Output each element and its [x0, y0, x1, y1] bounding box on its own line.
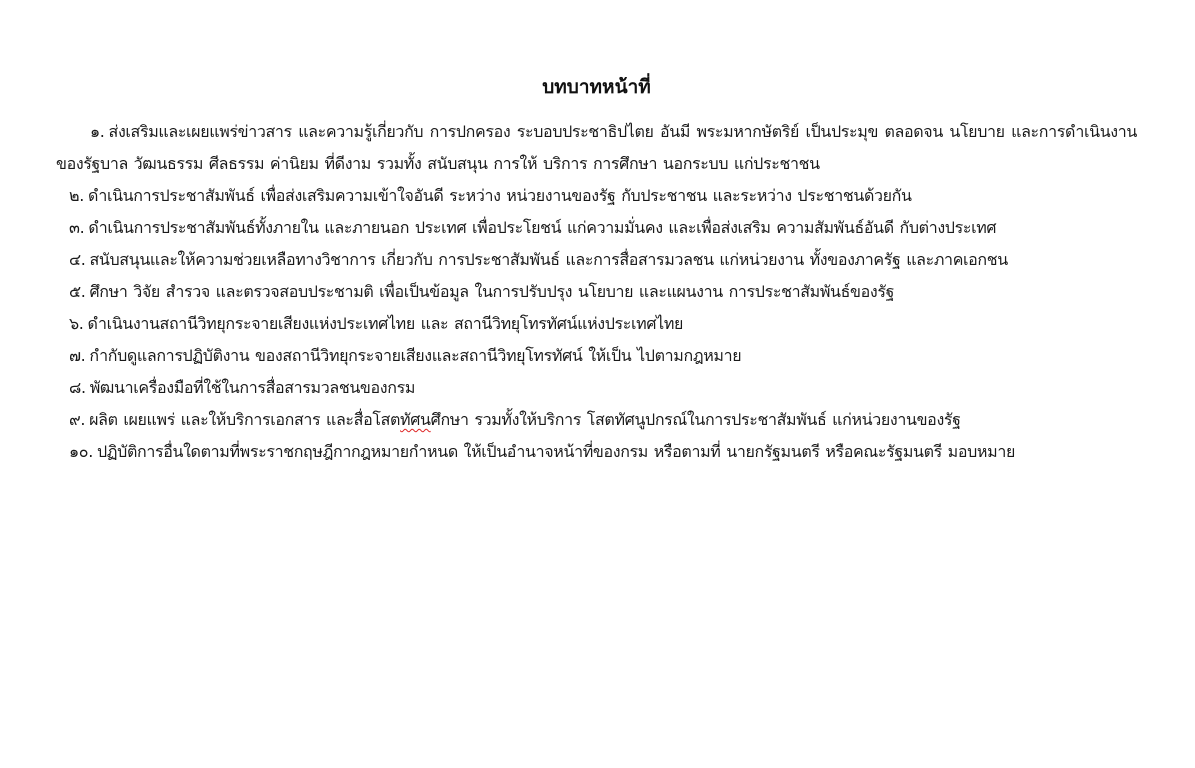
item-text: ดำเนินการประชาสัมพันธ์ เพื่อส่งเสริมความเข้าใจอันดี ระหว่าง หน่วยงานของรัฐ กับประชาชน และระหว่าง ประชาชนด้วยกัน: [87, 186, 912, 205]
duty-item-7: [56, 340, 1137, 372]
duty-item-8: [56, 372, 1137, 404]
duty-item-9: [56, 404, 1137, 436]
duty-item-4: [56, 244, 1137, 276]
item-number: ๗.: [69, 346, 86, 365]
duty-item-1: [56, 116, 1137, 180]
spellcheck-flagged-word[interactable]: ทัศน: [400, 410, 431, 429]
item-text: ปฏิบัติการอื่นใดตามที่พระราชกฤษฎีกากฎหมายกำหนด ให้เป็นอำนาจหน้าที่ของกรม หรือตามที่ นายกรัฐมนตรี หรือคณะรัฐมนตรี มอบหมาย: [96, 442, 1015, 461]
item-number: ๑.: [90, 122, 105, 141]
item-text: ดำเนินการประชาสัมพันธ์ทั้งภายใน และภายนอก ประเทศ เพื่อประโยชน์ แก่ความมั่นคง และเพื่อส่งเสริม ความสัมพันธ์อันดี กับต่างประเทศ: [88, 218, 997, 237]
item-number: ๙.: [69, 410, 86, 429]
item-text: ศึกษา วิจัย สำรวจ และตรวจสอบประชามติ เพื่อเป็นข้อมูล ในการปรับปรุง นโยบาย และแผนงาน การประชาสัมพันธ์ของรัฐ: [89, 282, 895, 301]
item-text-before: ผลิต เผยแพร่ และให้บริการเอกสาร และสื่อโสต: [89, 410, 401, 429]
item-number: ๑๐.: [69, 442, 93, 461]
item-text-after: ศึกษา รวมทั้งให้บริการ โสตทัศนูปกรณ์ในการประชาสัมพันธ์ แก่หน่วยงานของรัฐ: [430, 410, 961, 429]
duty-item-3: [56, 212, 1137, 244]
duty-item-2: [56, 180, 1137, 212]
item-number: ๖.: [69, 314, 84, 333]
duty-item-5: [56, 276, 1137, 308]
document-title: บทบาทหน้าที่: [542, 76, 651, 98]
item-number: ๕.: [69, 282, 86, 301]
item-text: ดำเนินงานสถานีวิทยุกระจายเสียงแห่งประเทศไทย และ สถานีวิทยุโทรทัศน์แห่งประเทศไทย: [87, 314, 684, 333]
item-number: ๘.: [69, 378, 86, 397]
item-text: กำกับดูแลการปฏิบัติงาน ของสถานีวิทยุกระจายเสียงและสถานีวิทยุโทรทัศน์ ให้เป็น ไปตามกฎหมาย: [89, 346, 742, 365]
item-text: สนับสนุนและให้ความช่วยเหลือทางวิชาการ เกี่ยวกับ การประชาสัมพันธ์ และการสื่อสารมวลชน แก่หน่วยงาน ทั้งของภาครัฐ และภาคเอกชน: [89, 250, 1008, 269]
item-text: ส่งเสริมและเผยแพร่ข่าวสาร และความรู้เกี่ยวกับ การปกครอง ระบอบประชาธิปไตย อันมี พระมหากษัตริย์ เป็นประมุข ตลอดจน นโยบาย และการดำเนินงาน ของรัฐบาล วัฒนธรรม ศีลธรรม ค่านิยม ที่ดีงาม รวมทั้ง สนับสนุน การให้ บริการ การศึกษา นอกระบบ แก่ประชาชน: [56, 122, 1137, 173]
item-number: ๓.: [69, 218, 85, 237]
duty-item-10: [56, 436, 1137, 468]
item-number: ๔.: [69, 250, 86, 269]
item-text: พัฒนาเครื่องมือที่ใช้ในการสื่อสารมวลชนของกรม: [89, 378, 416, 397]
duty-item-6: [56, 308, 1137, 340]
item-number: ๒.: [69, 186, 84, 205]
